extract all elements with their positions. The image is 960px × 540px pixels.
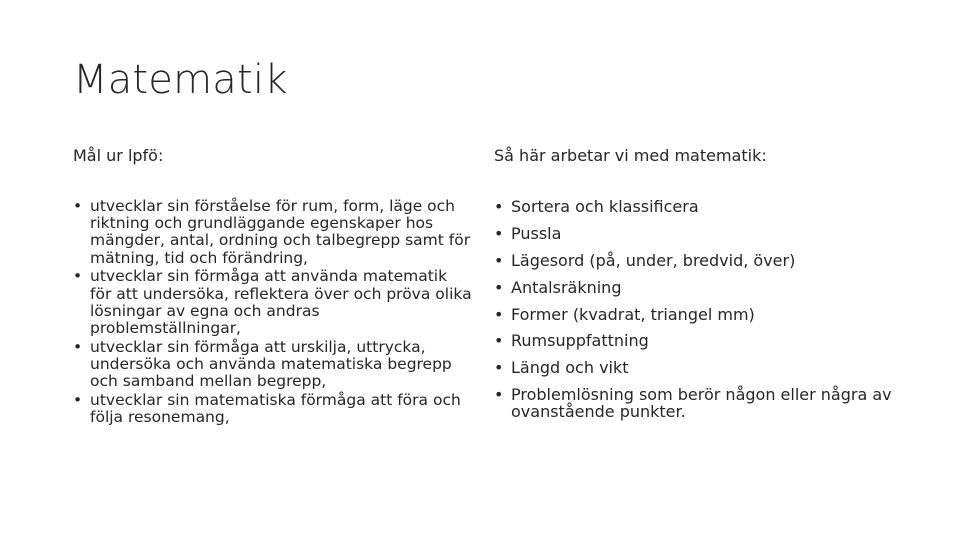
bullet-icon: • bbox=[494, 197, 504, 216]
list-item-text: Lägesord (på, under, bredvid, över) bbox=[511, 250, 796, 270]
list-item-text: Former (kvadrat, triangel mm) bbox=[511, 304, 755, 324]
list-item bbox=[73, 392, 473, 426]
list-item bbox=[73, 268, 473, 337]
bullet-icon: • bbox=[494, 223, 504, 243]
list-item bbox=[73, 198, 473, 267]
bullet-icon: • bbox=[494, 358, 504, 378]
list-item-text: Antalsräkning bbox=[511, 277, 622, 297]
list-item-text: Sortera och klassificera bbox=[511, 197, 699, 216]
list-item-text: Pussla bbox=[511, 223, 562, 243]
bullet-icon: • bbox=[73, 267, 83, 286]
list-item-text: Längd och vikt bbox=[511, 358, 629, 378]
list-item-text: utvecklar sin förmåga att använda matematik för att undersöka, reflektera över och pröva olika lösningar av egna och andras problemställningar, bbox=[90, 267, 472, 337]
methods-column bbox=[494, 146, 894, 429]
list-item bbox=[494, 359, 894, 377]
goals-list bbox=[73, 198, 473, 426]
bullet-icon: • bbox=[73, 390, 83, 409]
list-item bbox=[494, 279, 894, 297]
list-item bbox=[494, 225, 894, 243]
bullet-icon: • bbox=[494, 331, 504, 351]
list-item-text: utvecklar sin förståelse för rum, form, läge och riktning och grundläggande egenskaper hos mängder, antal, ordning och talbegrepp samt för mätning, tid och förändring, bbox=[90, 197, 471, 267]
list-item-text: Rumsuppfattning bbox=[511, 331, 649, 351]
list-item-text: utvecklar sin förmåga att urskilja, uttrycka, undersöka och använda matematiska begrepp och samband mellan begrepp, bbox=[90, 337, 452, 391]
bullet-icon: • bbox=[494, 385, 504, 405]
list-item bbox=[494, 306, 894, 324]
list-item bbox=[494, 198, 894, 216]
bullet-icon: • bbox=[494, 304, 504, 324]
bullet-icon: • bbox=[494, 277, 504, 297]
slide-title: Matematik bbox=[73, 57, 288, 103]
list-item-text: Problemlösning som berör någon eller några av ovanstående punkter. bbox=[511, 385, 892, 422]
goals-column bbox=[73, 146, 473, 428]
methods-list bbox=[494, 198, 894, 420]
bullet-icon: • bbox=[73, 197, 83, 215]
list-item-text: utvecklar sin matematiska förmåga att föra och följa resonemang, bbox=[90, 390, 461, 426]
methods-heading: Så här arbetar vi med matematik: bbox=[494, 146, 767, 165]
bullet-icon: • bbox=[73, 337, 83, 356]
bullet-icon: • bbox=[494, 250, 504, 270]
list-item bbox=[494, 252, 894, 270]
goals-heading: Mål ur lpfö: bbox=[73, 146, 164, 165]
list-item bbox=[494, 386, 894, 420]
list-item bbox=[73, 339, 473, 391]
list-item bbox=[494, 332, 894, 350]
